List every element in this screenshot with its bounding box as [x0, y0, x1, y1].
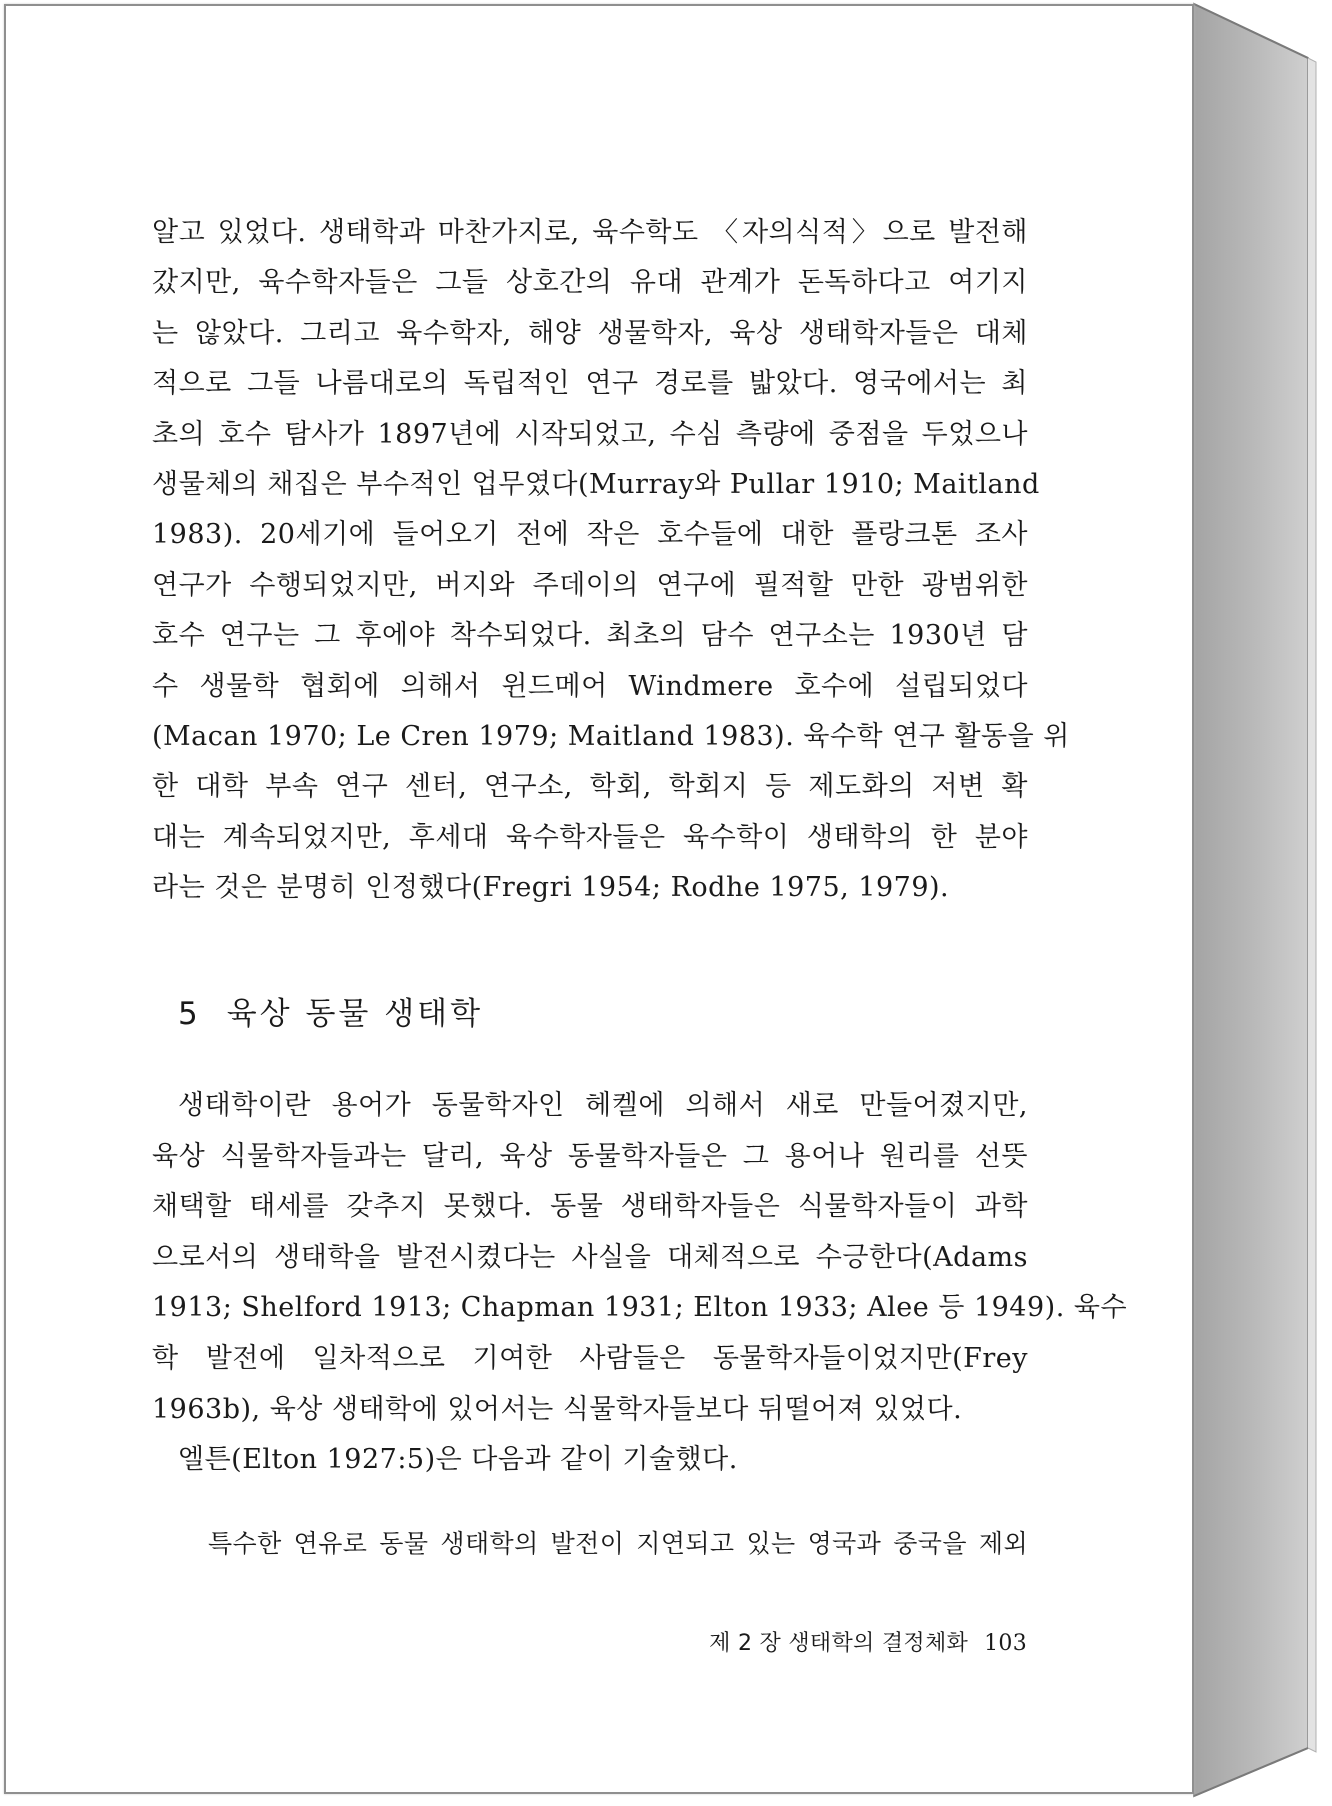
- text-line: 육상 식물학자들과는 달리, 육상 동물학자들은 그 용어나 원리를 선뜻: [152, 1140, 1028, 1172]
- paragraph-limnology: [152, 208, 1070, 914]
- text-line: 연구가 수행되었지만, 버지와 주데이의 연구에 필적할 만한 광범위한: [152, 569, 1028, 601]
- text-line: 적으로 그들 나름대로의 독립적인 연구 경로를 밟았다. 영국에서는 최: [152, 368, 1028, 400]
- text-line: 알고 있었다. 생태학과 마찬가지로, 육수학도 〈자의식적〉으로 발전해: [152, 217, 1028, 248]
- text-line: 는 않았다. 그리고 육수학자, 해양 생물학자, 육상 생태학자들은 대체: [152, 317, 1028, 349]
- text-line: 학 발전에 일차적으로 기여한 사람들은 동물학자들이었지만(Frey: [152, 1342, 1028, 1374]
- text-line: 1963b), 육상 생태학에 있어서는 식물학자들보다 뒤떨어져 있었다.: [152, 1393, 963, 1425]
- text-line: 생태학이란 용어가 동물학자인 헤켈에 의해서 새로 만들어졌지만,: [178, 1090, 1028, 1121]
- paragraph-animal-ecology: [152, 1081, 1128, 1486]
- text-line: 엘튼(Elton 1927:5)은 다음과 같이 기술했다.: [178, 1444, 738, 1476]
- text-line: 1983). 20세기에 들어오기 전에 작은 호수들에 대한 플랑크톤 조사: [152, 519, 1028, 551]
- section-heading: [178, 988, 483, 1033]
- text-line: 수 생물학 협회에 의해서 윈드메어 Windmere 호수에 설립되었다: [152, 670, 1028, 702]
- text-line: 채택할 태세를 갖추지 못했다. 동물 생태학자들은 식물학자들이 과학: [152, 1191, 1028, 1223]
- text-line: (Macan 1970; Le Cren 1979; Maitland 1983). 육수학 연구 활동을 위: [152, 721, 1070, 753]
- text-line: 으로서의 생태학을 발전시켰다는 사실을 대체적으로 수긍한다(Adams: [152, 1241, 1028, 1273]
- text-line: 1913; Shelford 1913; Chapman 1931; Elton 1933; Alee 등 1949). 육수: [152, 1292, 1128, 1324]
- section-title: 육상 동물 생태학: [226, 996, 484, 1032]
- text-line: 초의 호수 탐사가 1897년에 시작되었고, 수심 측량에 중점을 두었으나: [152, 418, 1028, 450]
- running-footer: [709, 1626, 1027, 1657]
- block-quote: 특수한 연유로 동물 생태학의 발전이 지연되고 있는 영국과 중국을 제외: [208, 1529, 1028, 1558]
- section-number: 5: [178, 996, 201, 1032]
- text-line: 생물체의 채집은 부수적인 업무였다(Murray와 Pullar 1910; Maitland: [152, 469, 1040, 501]
- chapter-title: 제 2 장 생태학의 결정체화: [709, 1631, 969, 1656]
- page-number: 103: [984, 1631, 1027, 1656]
- text-line: 라는 것은 분명히 인정했다(Fregri 1954; Rodhe 1975, 1979).: [152, 872, 950, 904]
- text-line: 한 대학 부속 연구 센터, 연구소, 학회, 학회지 등 제도화의 저변 확: [152, 771, 1028, 803]
- text-line: 대는 계속되었지만, 후세대 육수학자들은 육수학이 생태학의 한 분야: [152, 821, 1028, 853]
- text-line: 호수 연구는 그 후에야 착수되었다. 최초의 담수 연구소는 1930년 담: [152, 620, 1028, 652]
- text-line: 갔지만, 육수학자들은 그들 상호간의 유대 관계가 돈독하다고 여기지: [152, 267, 1028, 299]
